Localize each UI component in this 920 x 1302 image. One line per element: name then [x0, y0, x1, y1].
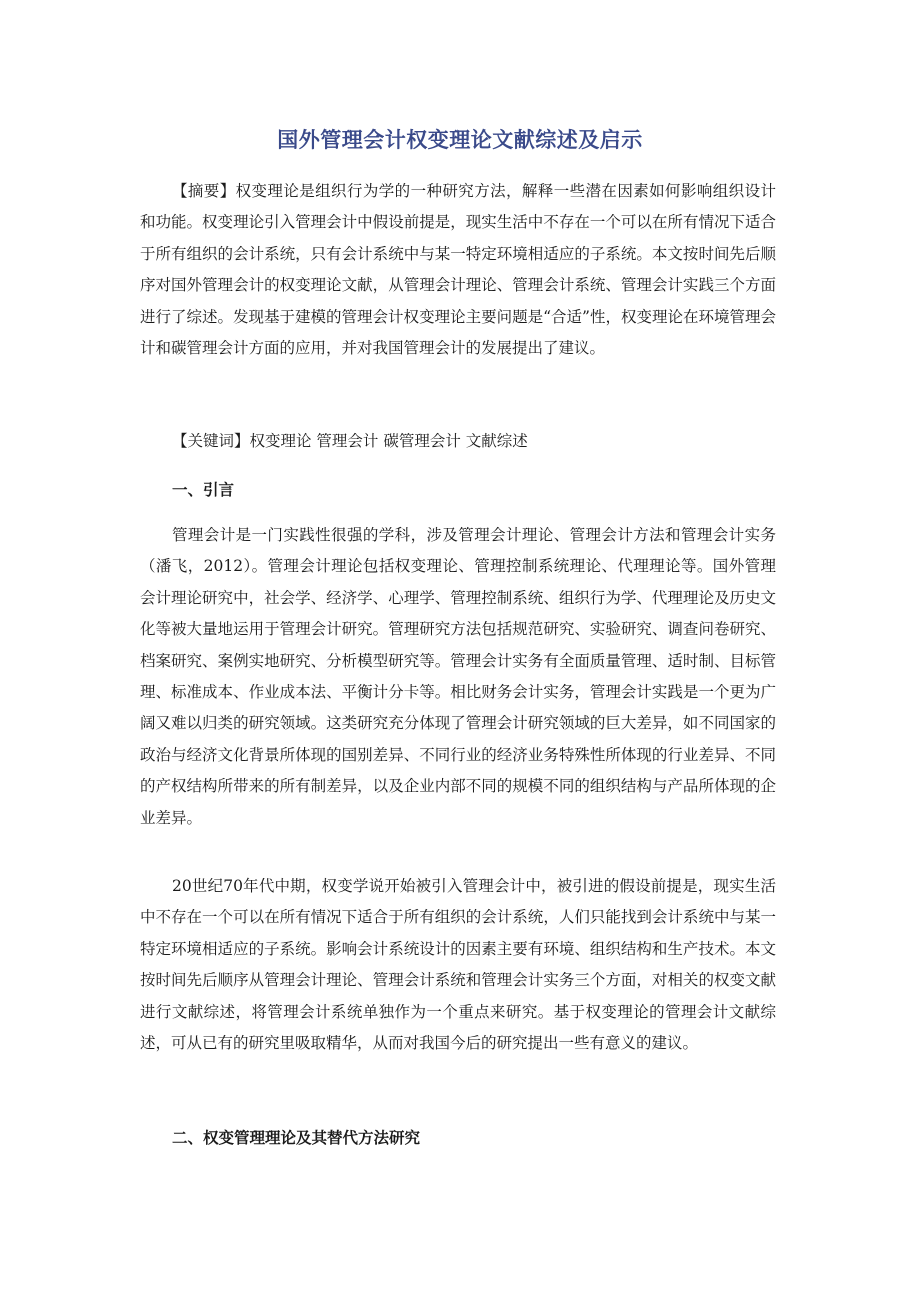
abstract-paragraph: 【摘要】权变理论是组织行为学的一种研究方法，解释一些潜在因素如何影响组织设计和功能。权变理论引入管理会计中假设前提是，现实生活中不存在一个可以在所有情况下适合于所有组织的会计系统，只有会计系统中与某一特定环境相适应的子系统。本文按时间先后顺序对国外管理会计的权变理论文献，从管理会计理论、管理会计系统、管理会计实践三个方面进行了综述。发现基于建模的管理会计权变理论主要问题是“合适”性，权变理论在环境管理会计和碳管理会计方面的应用，并对我国管理会计的发展提出了建议。 — [140, 182, 776, 358]
section-heading-contingency-theory: 二、权变管理理论及其替代方法研究 — [172, 1128, 421, 1147]
intro-paragraph-2: 20世纪70年代中期，权变学说开始被引入管理会计中，被引进的假设前提是，现实生活中不存在一个可以在所有情况下适合于所有组织的会计系统，人们只能找到会计系统中与某一特定环境相适应的子系统。影响会计系统设计的因素主要有环境、组织结构和生产技术。本文按时间先后顺序从管理会计理论、管理会计系统和管理会计实务三个方面，对相关的权变文献进行文献综述，将管理会计系统单独作为一个重点来研究。基于权变理论的管理会计文献综述，可从已有的研究里吸取精华，从而对我国今后的研究提出一些有意义的建议。 — [140, 877, 776, 1053]
document-title: 国外管理会计权变理论文献综述及启示 — [277, 128, 643, 152]
keywords-paragraph: 【关键词】权变理论 管理会计 碳管理会计 文献综述 — [172, 432, 528, 450]
intro-paragraph-1: 管理会计是一门实践性很强的学科，涉及管理会计理论、管理会计方法和管理会计实务（潘飞，2012）。管理会计理论包括权变理论、管理控制系统理论、代理理论等。国外管理会计理论研究中，社会学、经济学、心理学、管理控制系统、组织行为学、代理理论及历史文化等被大量地运用于管理会计研究。管理研究方法包括规范研究、实验研究、调查问卷研究、档案研究、案例实地研究、分析模型研究等。管理会计实务有全面质量管理、适时制、目标管理、标准成本、作业成本法、平衡计分卡等。相比财务会计实务，管理会计实践是一个更为广阔又难以归类的研究领域。这类研究充分体现了管理会计研究领域的巨大差异，如不同国家的政治与经济文化背景所体现的国别差异、不同行业的经济业务特殊性所体现的行业差异、不同的产权结构所带来的所有制差异，以及企业内部不同的规模不同的组织结构与产品所体现的企业差异。 — [140, 526, 776, 827]
section-heading-introduction: 一、引言 — [172, 480, 235, 499]
